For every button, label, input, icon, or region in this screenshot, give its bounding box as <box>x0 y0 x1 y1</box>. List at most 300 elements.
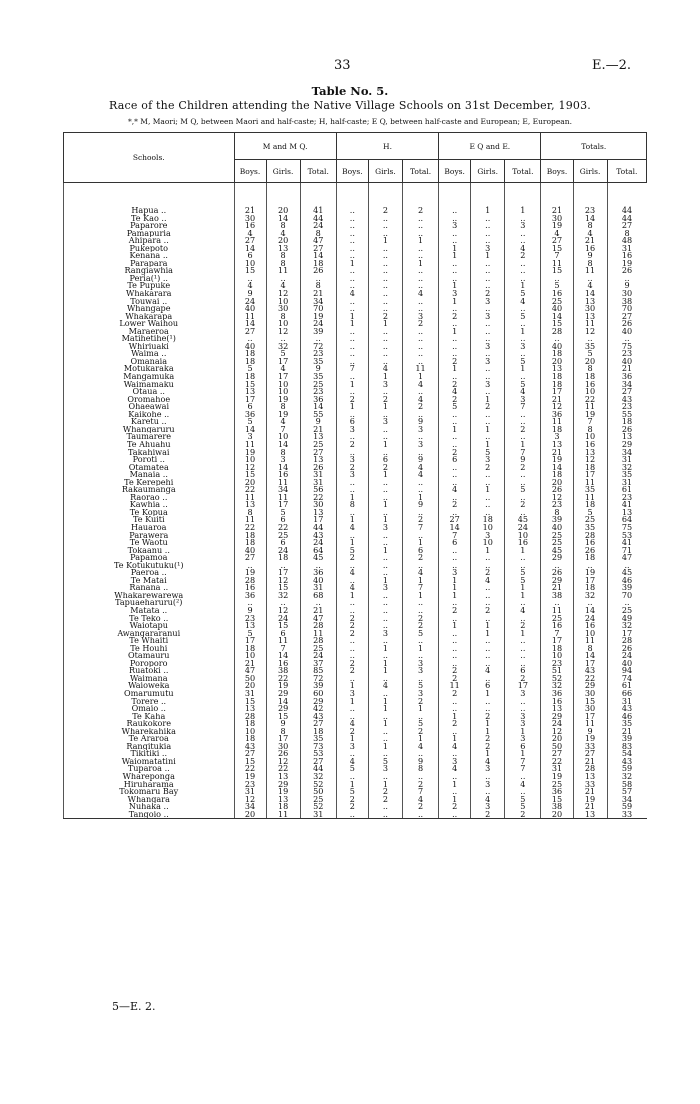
table-cell: 11 <box>234 516 266 524</box>
col-header-boys: Boys. <box>234 160 266 183</box>
table-cell: 6 <box>234 403 266 411</box>
table-cell: .. <box>368 811 402 819</box>
table-cell: 4 <box>439 765 471 773</box>
school-name-text: Kaikohe .. <box>128 410 170 419</box>
table-cell: 1 <box>368 547 402 555</box>
table-cell: 20 <box>266 237 300 245</box>
table-cell: .. <box>471 267 505 275</box>
school-name-text: Takahiwai <box>128 448 170 457</box>
table-cell: 2 <box>471 735 505 743</box>
table-cell: 4 <box>573 282 607 290</box>
table-cell: .. <box>471 645 505 653</box>
table-cell: .. <box>505 698 541 706</box>
table-row <box>64 388 647 396</box>
table-cell: 52 <box>541 675 573 683</box>
table-cell: 66 <box>607 690 646 698</box>
table-cell: 14 <box>573 607 607 615</box>
table-cell: 3 <box>336 690 368 698</box>
table-row <box>64 328 647 336</box>
col-header-total: Total. <box>402 160 438 183</box>
school-name-text: Ahipara .. <box>128 237 169 245</box>
table-row <box>64 403 647 411</box>
school-name <box>64 373 235 381</box>
table-cell: 24 <box>300 652 336 660</box>
table-cell: 1 <box>505 584 541 592</box>
table-cell: .. <box>368 607 402 615</box>
table-cell: 19 <box>234 449 266 457</box>
table-cell: 3 <box>439 569 471 577</box>
table-cell: 16 <box>266 660 300 668</box>
table-cell: 1 <box>336 494 368 502</box>
school-name <box>64 343 235 351</box>
table-cell: .. <box>336 267 368 275</box>
table-cell: .. <box>368 260 402 268</box>
table-cell: .. <box>402 562 438 570</box>
table-cell: 19 <box>266 788 300 796</box>
table-cell: 30 <box>266 305 300 313</box>
table-cell: .. <box>368 282 402 290</box>
table-cell: .. <box>505 509 541 517</box>
table-cell: 27 <box>300 245 336 253</box>
table-cell: 9 <box>573 252 607 260</box>
table-cell: 1 <box>368 645 402 653</box>
table-cell: 3 <box>471 245 505 253</box>
table-cell: .. <box>368 298 402 306</box>
table-row <box>64 471 647 479</box>
school-name-text: Maraeroa <box>128 327 169 336</box>
table-cell: 12 <box>266 607 300 615</box>
table-cell: 23 <box>541 660 573 668</box>
table-cell: .. <box>402 245 438 253</box>
table-cell: 44 <box>300 765 336 773</box>
table-cell: 4 <box>505 781 541 789</box>
table-cell: 4 <box>368 365 402 373</box>
table-cell: 14 <box>234 426 266 434</box>
table-cell: 18 <box>234 735 266 743</box>
table-cell: 34 <box>234 803 266 811</box>
table-cell: 27 <box>300 449 336 457</box>
school-name-text: Omaio .. <box>131 705 166 713</box>
table-cell: 41 <box>300 183 336 215</box>
table-cell: 12 <box>266 577 300 585</box>
table-cell: 4 <box>439 743 471 751</box>
table-cell: 13 <box>234 622 266 630</box>
table-cell: 37 <box>300 660 336 668</box>
school-name-text: Te Kao .. <box>130 214 167 223</box>
table-row <box>64 599 647 607</box>
school-name <box>64 569 235 577</box>
table-cell: 8 <box>300 282 336 290</box>
table-cell: 8 <box>402 765 438 773</box>
table-cell: 1 <box>402 260 438 268</box>
table-cell: 23 <box>607 494 646 502</box>
table-cell: .. <box>402 275 438 283</box>
table-cell: .. <box>368 532 402 540</box>
table-cell: 9 <box>266 720 300 728</box>
table-cell: .. <box>505 433 541 441</box>
table-cell: 2 <box>439 358 471 366</box>
table-cell: 1 <box>402 237 438 245</box>
table-cell: 1 <box>505 630 541 638</box>
table-cell: .. <box>439 305 471 313</box>
table-cell: 1 <box>471 622 505 630</box>
table-cell: .. <box>439 705 471 713</box>
table-cell: 1 <box>368 320 402 328</box>
school-name-text: Kenana .. <box>129 252 168 260</box>
table-cell: .. <box>439 471 471 479</box>
table-row <box>64 652 647 660</box>
table-cell: 40 <box>541 305 573 313</box>
table-cell: 10 <box>541 652 573 660</box>
table-row <box>64 396 647 404</box>
table-cell: 39 <box>300 328 336 336</box>
table-cell: 53 <box>300 750 336 758</box>
table-cell: .. <box>368 411 402 419</box>
table-cell: .. <box>368 615 402 623</box>
table-cell: 38 <box>607 298 646 306</box>
school-name-text: Poroporo <box>130 659 168 668</box>
school-name-text: Paeroa .. <box>130 569 167 577</box>
table-row <box>64 562 647 570</box>
school-name-text: Parawera <box>129 531 169 540</box>
school-name-text: Otamauru <box>128 652 170 660</box>
table-cell: 11 <box>573 637 607 645</box>
table-cell: 9 <box>573 728 607 736</box>
school-name-text: Whakarara <box>126 290 172 298</box>
school-name-text: Nuhaka .. <box>128 803 169 811</box>
table-cell: 72 <box>300 675 336 683</box>
table-cell: .. <box>336 183 368 215</box>
page-footer: 5—E. 2. <box>112 1000 156 1013</box>
table-cell: .. <box>439 773 471 781</box>
table-cell: 27 <box>300 720 336 728</box>
table-cell: .. <box>471 471 505 479</box>
table-cell: .. <box>336 215 368 223</box>
table-cell: 4 <box>402 796 438 804</box>
table-cell: .. <box>471 705 505 713</box>
table-cell: 35 <box>300 373 336 381</box>
table-cell: 64 <box>300 547 336 555</box>
table-cell: .. <box>368 713 402 721</box>
col-header-boys: Boys. <box>439 160 471 183</box>
table-cell: 2 <box>471 743 505 751</box>
table-cell: 7 <box>336 365 368 373</box>
table-cell: 16 <box>573 381 607 389</box>
table-cell: 21 <box>541 449 573 457</box>
table-cell: 7 <box>505 403 541 411</box>
table-cell: 36 <box>234 592 266 600</box>
table-cell: 2 <box>505 675 541 683</box>
table-cell: 16 <box>573 539 607 547</box>
table-cell: 13 <box>266 245 300 253</box>
table-cell: .. <box>471 660 505 668</box>
table-cell: 21 <box>234 660 266 668</box>
table-row <box>64 365 647 373</box>
table-cell: .. <box>541 599 573 607</box>
table-cell: 32 <box>300 773 336 781</box>
table-cell: 1 <box>439 426 471 434</box>
table-cell: .. <box>368 358 402 366</box>
table-cell: .. <box>336 562 368 570</box>
table-cell: 4 <box>402 290 438 298</box>
table-cell: .. <box>300 599 336 607</box>
table-cell: .. <box>471 652 505 660</box>
table-row <box>64 282 647 290</box>
table-cell: 2 <box>336 464 368 472</box>
table-cell: 39 <box>607 584 646 592</box>
table-cell: .. <box>439 441 471 449</box>
table-cell: 28 <box>300 637 336 645</box>
table-cell: 1 <box>471 630 505 638</box>
school-name <box>64 645 235 653</box>
table-cell: 4 <box>266 418 300 426</box>
table-cell: 14 <box>266 464 300 472</box>
table-cell: 6 <box>402 547 438 555</box>
table-cell: .. <box>336 645 368 653</box>
table-cell: 2 <box>439 381 471 389</box>
table-cell: 4 <box>266 230 300 238</box>
table-cell: 1 <box>505 750 541 758</box>
school-name-text: Matata .. <box>130 606 168 615</box>
table-cell: 11 <box>266 637 300 645</box>
table-cell: 4 <box>336 584 368 592</box>
table-cell: .. <box>368 267 402 275</box>
table-cell: .. <box>336 373 368 381</box>
table-cell: .. <box>505 305 541 313</box>
school-name <box>64 230 235 238</box>
table-cell: 29 <box>541 554 573 562</box>
table-cell: .. <box>505 494 541 502</box>
school-name <box>64 660 235 668</box>
table-cell: 6 <box>368 456 402 464</box>
table-cell: 4 <box>573 230 607 238</box>
school-name-text: Motukaraka <box>123 365 174 374</box>
table-cell: 1 <box>505 328 541 336</box>
table-cell: 18 <box>541 350 573 358</box>
table-row <box>64 554 647 562</box>
table-cell: 18 <box>573 501 607 509</box>
table-cell: 3 <box>439 222 471 230</box>
school-name <box>64 630 235 638</box>
table-cell: .. <box>505 645 541 653</box>
table-cell: 40 <box>234 305 266 313</box>
table-cell: .. <box>505 230 541 238</box>
table-cell: 7 <box>266 426 300 434</box>
school-name <box>64 758 235 766</box>
table-cell: 1 <box>368 441 402 449</box>
table-cell: .. <box>402 328 438 336</box>
table-cell: 5 <box>336 547 368 555</box>
table-cell: 14 <box>541 464 573 472</box>
table-cell: 43 <box>300 713 336 721</box>
table-cell: .. <box>336 305 368 313</box>
table-cell: 1 <box>336 592 368 600</box>
table-cell: .. <box>402 675 438 683</box>
table-cell: 18 <box>234 358 266 366</box>
table-cell: 15 <box>266 713 300 721</box>
table-cell: 19 <box>573 569 607 577</box>
school-name <box>64 599 235 607</box>
table-cell: 23 <box>541 501 573 509</box>
table-cell: 6 <box>266 539 300 547</box>
school-name <box>64 237 235 245</box>
table-cell: .. <box>402 607 438 615</box>
table-cell: 13 <box>300 433 336 441</box>
table-row <box>64 215 647 223</box>
table-cell: 6 <box>471 682 505 690</box>
table-cell: 3 <box>471 456 505 464</box>
table-cell: 2 <box>368 183 402 215</box>
table-cell: 8 <box>266 728 300 736</box>
table-cell: 7 <box>402 788 438 796</box>
table-cell: .. <box>439 335 471 343</box>
table-cell: 15 <box>234 381 266 389</box>
table-cell: 45 <box>607 569 646 577</box>
school-name <box>64 260 235 268</box>
table-cell: 32 <box>266 343 300 351</box>
table-cell: 25 <box>607 607 646 615</box>
table-cell: 45 <box>300 554 336 562</box>
table-cell: 8 <box>573 365 607 373</box>
school-name <box>64 222 235 230</box>
table-cell: 17 <box>266 501 300 509</box>
table-cell: .. <box>439 652 471 660</box>
table-cell: 4 <box>439 486 471 494</box>
table-cell: 1 <box>402 645 438 653</box>
page-number: 33 <box>334 58 351 73</box>
table-cell: 16 <box>607 252 646 260</box>
table-cell: 22 <box>234 486 266 494</box>
table-cell: .. <box>368 622 402 630</box>
table-cell: .. <box>336 282 368 290</box>
table-cell: 18 <box>266 554 300 562</box>
table-cell: .. <box>266 599 300 607</box>
school-name <box>64 682 235 690</box>
table-cell: 3 <box>368 381 402 389</box>
table-cell: 24 <box>234 298 266 306</box>
table-cell: .. <box>368 328 402 336</box>
table-cell: 10 <box>266 320 300 328</box>
table-cell: 40 <box>607 358 646 366</box>
table-cell: 3 <box>402 660 438 668</box>
table-cell: 8 <box>573 645 607 653</box>
table-cell: 27 <box>607 222 646 230</box>
table-cell: .. <box>439 418 471 426</box>
school-name-text: Torere .. <box>131 697 167 706</box>
table-cell: 5 <box>402 720 438 728</box>
school-name-text: Waiomatatini <box>121 757 176 766</box>
table-cell: 19 <box>541 222 573 230</box>
table-cell: 19 <box>234 773 266 781</box>
table-cell: 20 <box>541 811 573 819</box>
group-header-eq-e: E Q and E. <box>439 133 541 160</box>
table-cell: 54 <box>607 750 646 758</box>
table-cell: 11 <box>266 811 300 819</box>
table-cell: 4 <box>471 577 505 585</box>
table-cell: .. <box>607 562 646 570</box>
table-cell: .. <box>439 343 471 351</box>
table-cell: .. <box>471 584 505 592</box>
table-cell: 73 <box>300 743 336 751</box>
table-cell: .. <box>505 320 541 328</box>
table-cell: .. <box>541 275 573 283</box>
table-cell: 71 <box>607 547 646 555</box>
school-name <box>64 358 235 366</box>
table-cell: 14 <box>541 313 573 321</box>
table-cell: 12 <box>266 290 300 298</box>
table-cell: .. <box>471 260 505 268</box>
table-cell: 7 <box>505 449 541 457</box>
school-name-text: Pukepoto <box>129 244 169 253</box>
table-cell: 1 <box>336 516 368 524</box>
table-row <box>64 260 647 268</box>
table-cell: 13 <box>234 705 266 713</box>
table-cell: .. <box>336 328 368 336</box>
table-cell: 43 <box>607 705 646 713</box>
school-name <box>64 796 235 804</box>
table-cell: 5 <box>234 630 266 638</box>
table-cell: 13 <box>573 811 607 819</box>
table-cell: .. <box>505 267 541 275</box>
table-cell: 6 <box>266 516 300 524</box>
table-cell: 8 <box>266 260 300 268</box>
schools-header: Schools. <box>64 133 235 183</box>
group-header-m-mq: M and M Q. <box>234 133 336 160</box>
table-cell: 3 <box>505 343 541 351</box>
table-cell: .. <box>336 433 368 441</box>
table-cell: 1 <box>505 183 541 215</box>
table-cell: 3 <box>266 456 300 464</box>
table-cell: 1 <box>439 592 471 600</box>
table-cell: .. <box>439 615 471 623</box>
table-cell: 15 <box>234 698 266 706</box>
table-cell: .. <box>402 335 438 343</box>
school-name <box>64 622 235 630</box>
table-cell: 11 <box>573 494 607 502</box>
school-name <box>64 486 235 494</box>
table-row <box>64 501 647 509</box>
table-cell: 8 <box>573 222 607 230</box>
table-cell: 1 <box>471 426 505 434</box>
table-cell: .. <box>505 350 541 358</box>
table-cell: 1 <box>505 441 541 449</box>
school-name <box>64 328 235 336</box>
table-row <box>64 532 647 540</box>
table-cell: 1 <box>368 403 402 411</box>
table-cell: 20 <box>541 735 573 743</box>
table-cell: 2 <box>439 396 471 404</box>
table-cell: 5 <box>573 350 607 358</box>
school-name <box>64 735 235 743</box>
table-cell: .. <box>471 388 505 396</box>
table-cell: 16 <box>573 245 607 253</box>
table-cell: 9 <box>402 418 438 426</box>
table-cell: .. <box>439 509 471 517</box>
table-row <box>64 750 647 758</box>
table-cell: 2 <box>368 313 402 321</box>
table-cell: 11 <box>234 313 266 321</box>
table-row <box>64 298 647 306</box>
col-header-girls: Girls. <box>368 160 402 183</box>
table-cell: .. <box>336 245 368 253</box>
school-name-text: Ranana .. <box>129 584 169 592</box>
table-cell: 3 <box>505 713 541 721</box>
table-cell: 19 <box>266 682 300 690</box>
table-cell: .. <box>402 267 438 275</box>
table-cell: .. <box>336 509 368 517</box>
table-row <box>64 682 647 690</box>
table-cell: 1 <box>402 373 438 381</box>
